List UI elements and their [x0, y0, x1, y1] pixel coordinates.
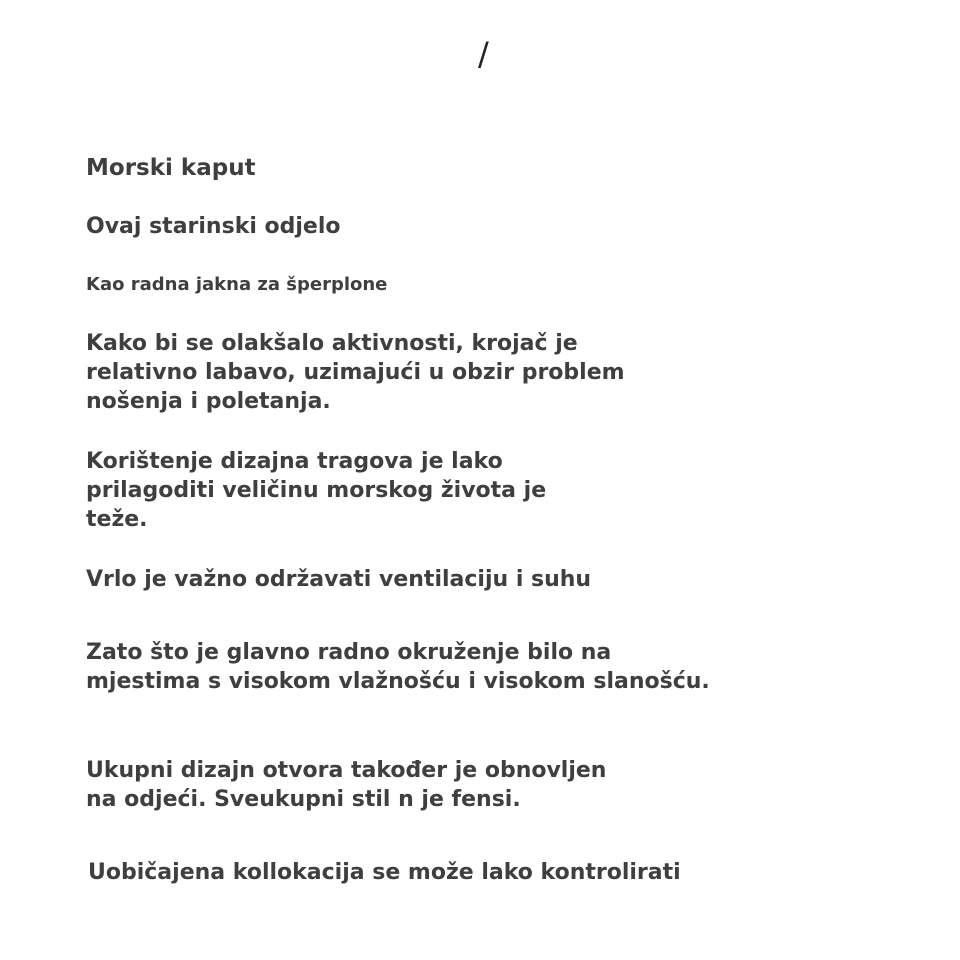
paragraph-line: teže.	[86, 507, 148, 532]
paragraph-collocation	[88, 858, 681, 887]
paragraph-design	[86, 756, 606, 814]
paragraph-line: Vrlo je važno održavati ventilaciju i suhu	[86, 567, 592, 592]
document-subtitle: Ovaj starinski odjelo	[86, 214, 341, 239]
paragraph-line: Uobičajena kollokacija se može lako kontrolirati	[88, 860, 681, 885]
paragraph-line: Zato što je glavno radno okruženje bilo na	[86, 640, 612, 665]
paragraph-ventilation	[86, 565, 591, 594]
document-tagline: Kao radna jakna za šperplone	[86, 274, 388, 295]
paragraph-line: mjestima s visokom vlažnošću i visokom slanošću.	[86, 669, 710, 694]
paragraph-line: Kako bi se olakšalo aktivnosti, krojač je	[86, 331, 578, 356]
paragraph-line: na odjeći. Sveukupni stil n je fensi.	[86, 787, 521, 812]
paragraph-line: Ukupni dizajn otvora također je obnovljen	[86, 758, 607, 783]
paragraph-comfort	[86, 329, 625, 416]
slash-mark: /	[478, 35, 489, 73]
paragraph-line: relativno labavo, uzimajući u obzir problem	[86, 360, 625, 385]
paragraph-environment	[86, 638, 710, 696]
paragraph-line: Korištenje dizajna tragova je lako	[86, 449, 503, 474]
paragraph-line: nošenja i poletanja.	[86, 389, 331, 414]
paragraph-line: prilagoditi veličinu morskog života je	[86, 478, 547, 503]
document-title: Morski kaput	[86, 155, 256, 181]
paragraph-fit	[86, 447, 546, 534]
